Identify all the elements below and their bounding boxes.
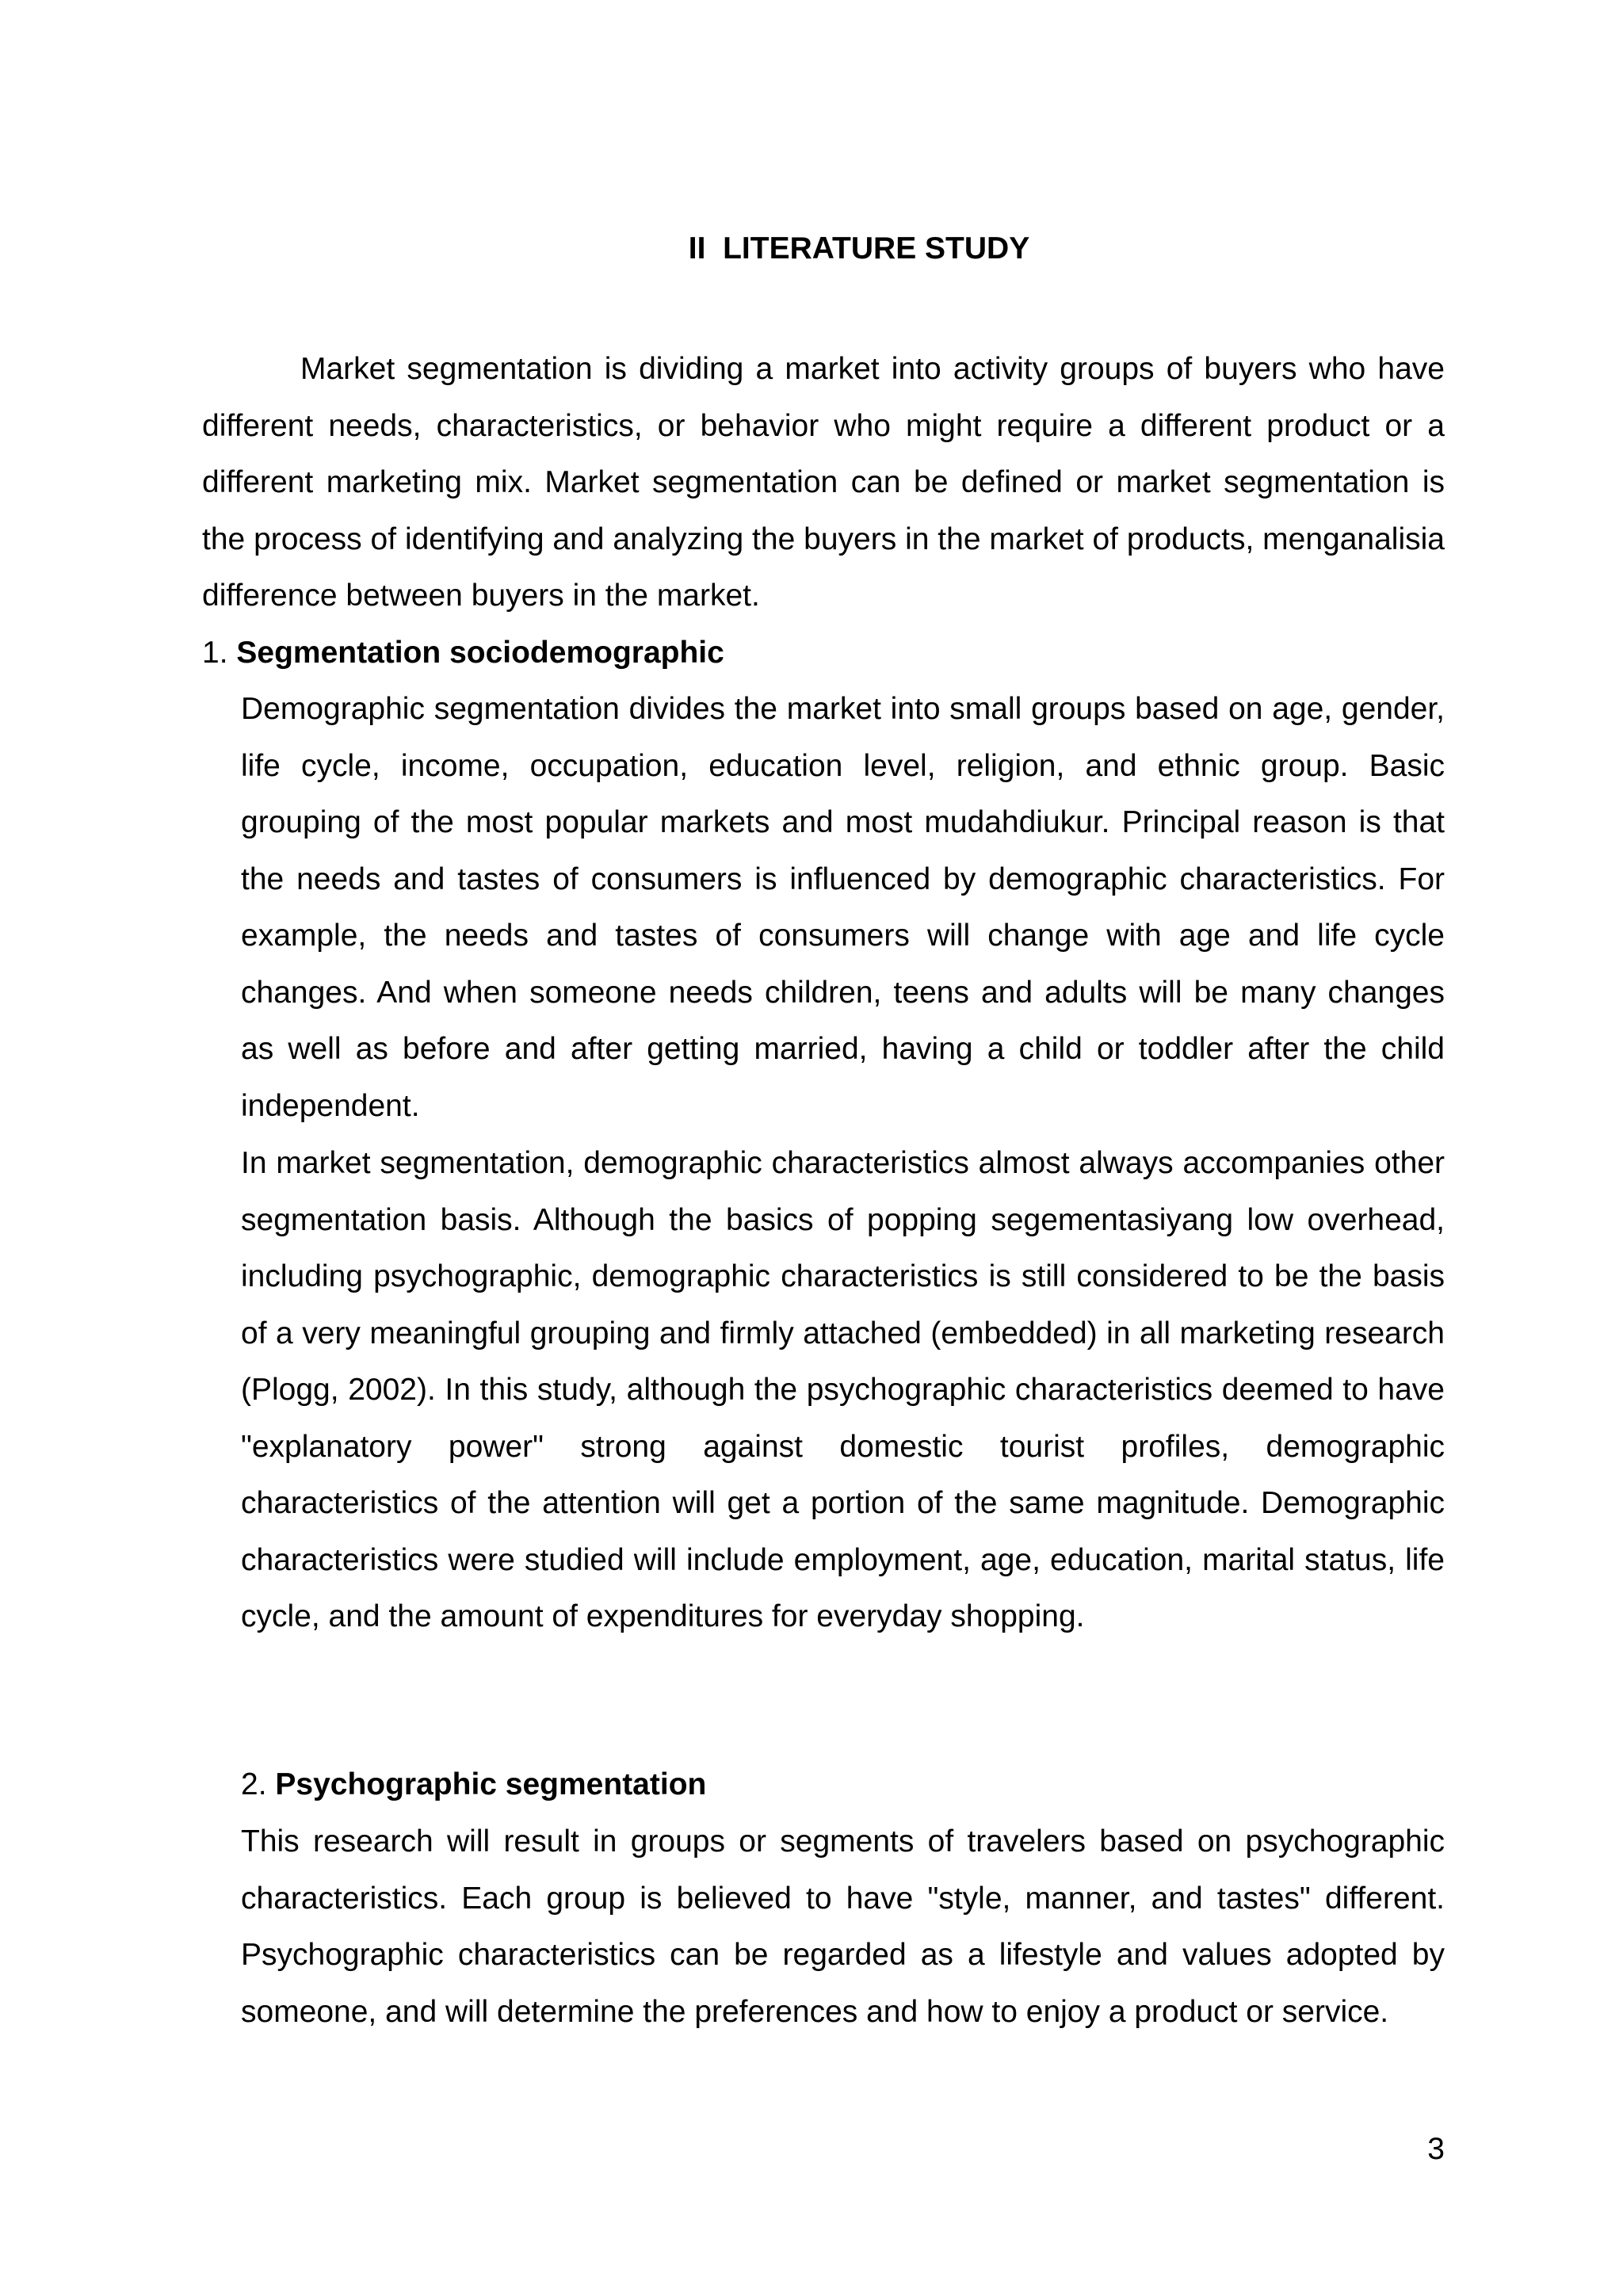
chapter-heading: II LITERATURE STUDY [688,231,1030,266]
page-number: 3 [1427,2132,1445,2166]
section-2-number: 2. [241,1767,267,1801]
section-2-heading [241,1756,706,1813]
section-1-title: Segmentation sociodemographic [236,636,724,670]
section-1-number: 1. [202,636,228,670]
intro-paragraph: Market segmentation is dividing a market into activity groups of buyers who have different needs, characteristics, or behavior who might require a different product or a different marketing mix. Market segmentation can be defined or market segmentation is the process of identifying and analyzing the buyers in the market of products, menganalisia difference between buyers in the market. [202,352,1445,613]
section-1-paragraph-1: Demographic segmentation divides the market into small groups based on age, gender, life cycle, income, occupation, education level, religion, and ethnic group. Basic grouping of the most popular markets and most mudahdiukur. Principal reason is that the needs and tastes of consumers is influenced by demographic characteristics. For example, the needs and tastes of consumers will change with age and life cycle changes. And when someone needs children, teens and adults will be many changes as well as before and after getting married, having a child or toddler after the child independent. [241,692,1445,1123]
section-2-paragraph-1: This research will result in groups or segments of travelers based on psychographic characteristics. Each group is believed to have "style, manner, and tastes" different. Psychographic characteristics can be regarded as a lifestyle and values adopted by someone, and will determine the preferences and how to enjoy a product or service. [241,1824,1445,2029]
section-1-paragraph-2: In market segmentation, demographic characteristics almost always accompanies other segmentation basis. Although the basics of popping segementasiyang low overhead, including psychographic, demographic characteristics is still considered to be the basis of a very meaningful grouping and firmly attached (embedded) in all marketing research (Plogg, 2002). In this study, although the psychographic characteristics deemed to have "explanatory power" strong against domestic tourist profiles, demographic characteristics of the attention will get a portion of the same magnitude. Demographic characteristics were studied will include employment, age, education, marital status, life cycle, and the amount of expenditures for everyday shopping. [241,1146,1445,1633]
section-2-title: Psychographic segmentation [275,1767,707,1801]
section-1-heading [202,625,724,682]
